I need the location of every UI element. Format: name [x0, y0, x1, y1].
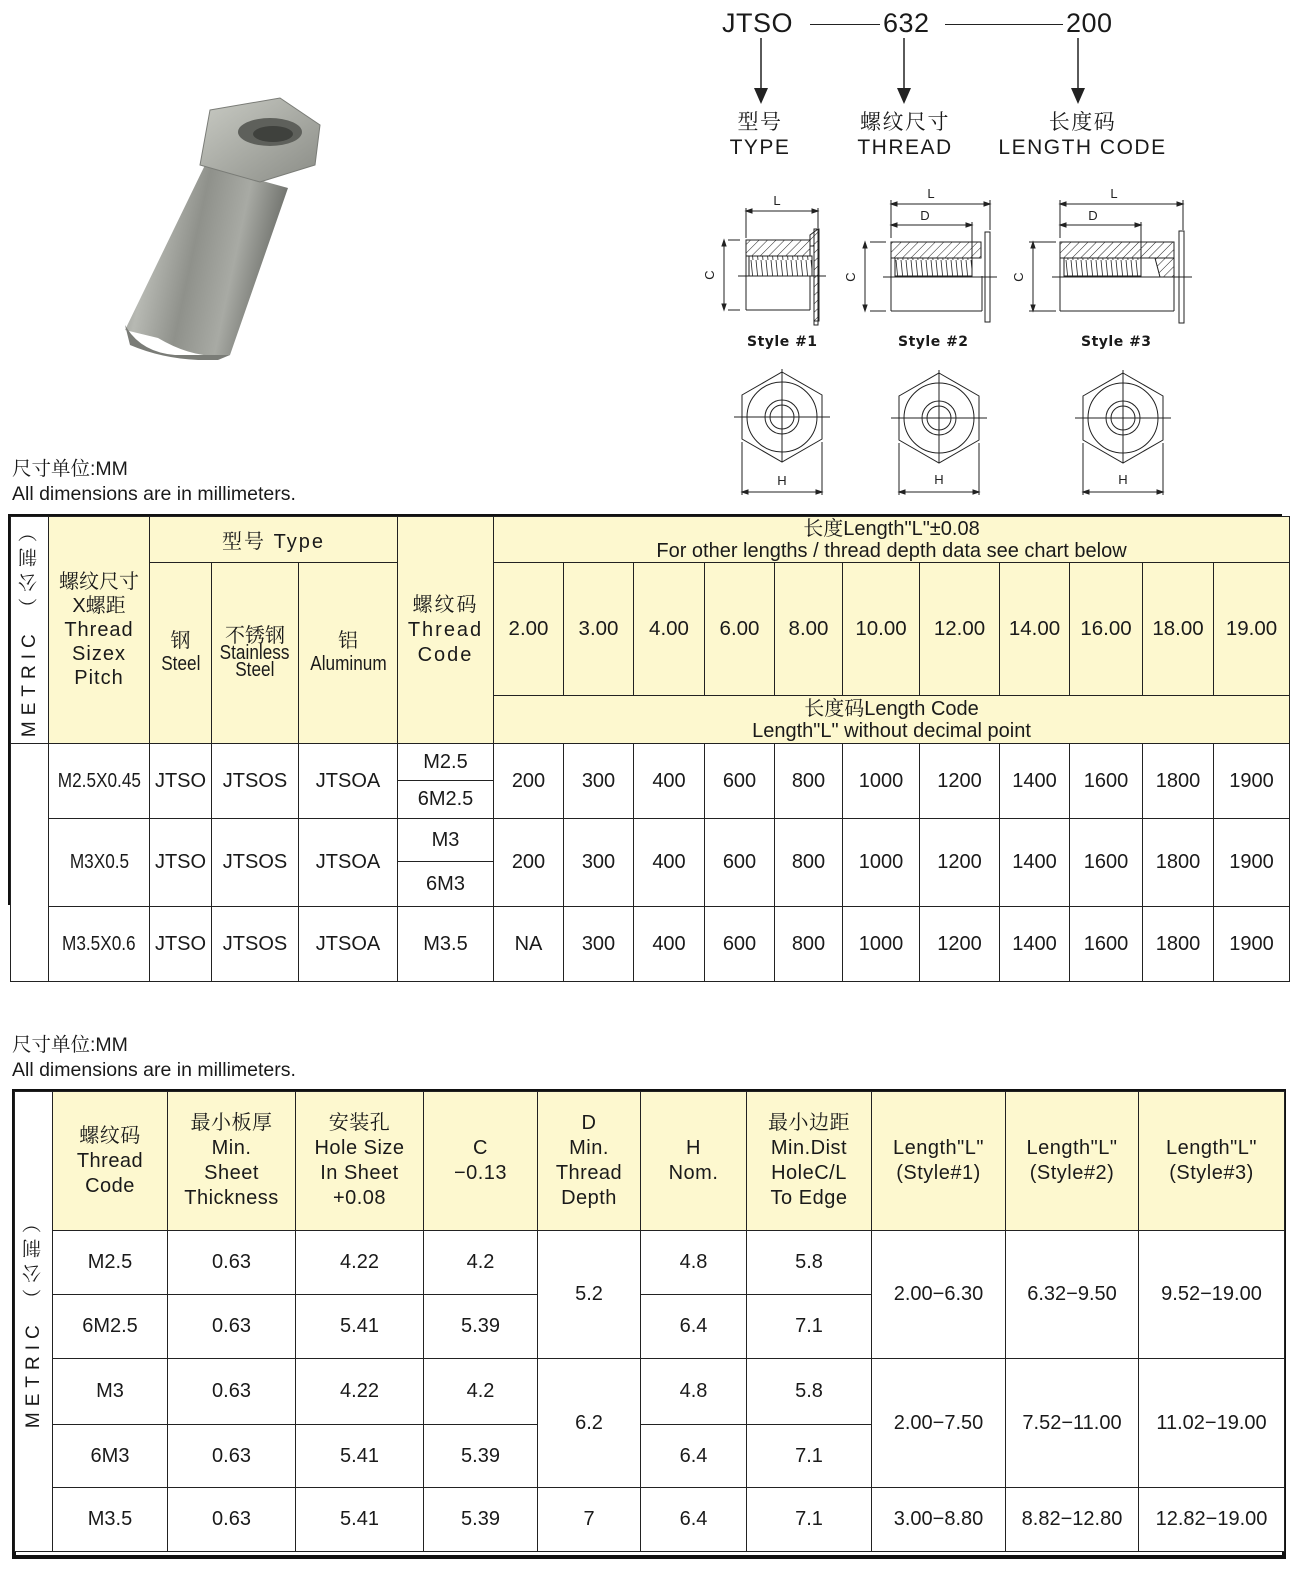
length-code-label: 长度码 LENGTH CODE — [998, 111, 1167, 159]
length-code-cell: 1200 — [920, 744, 1000, 819]
metric-side-body — [11, 744, 49, 982]
header-thread-code: 螺纹码 Thread Code — [398, 517, 494, 744]
arrow-down-icon — [896, 38, 912, 106]
length-style3-cell: 12.82−19.00 — [1139, 1488, 1285, 1552]
header-min-dist: 最小边距 Min.Dist HoleC/L To Edge — [747, 1092, 872, 1231]
header-stainless: 不锈钢 StainlessSteel — [212, 563, 299, 744]
length-3: 3.00 — [564, 563, 634, 696]
header-length-code: 长度码Length Code Length"L" without decimal point — [494, 696, 1290, 744]
length-19: 19.00 — [1214, 563, 1290, 696]
hole-size-cell: 5.41 — [296, 1488, 424, 1552]
aluminum-type-cell: JTSOA — [299, 907, 398, 982]
steel-type-cell: JTSO — [150, 907, 212, 982]
h-cell: 6.4 — [641, 1295, 747, 1359]
svg-text:L: L — [1110, 186, 1118, 201]
length-code-cell: 1800 — [1143, 907, 1214, 982]
thread-code-cell: 6M3 — [53, 1425, 168, 1488]
header-c: C −0.13 — [424, 1092, 538, 1231]
header-aluminum: 铝 Aluminum — [299, 563, 398, 744]
length-code-cell: 300 — [564, 819, 634, 907]
header-min-sheet: 最小板厚 Min. Sheet Thickness — [168, 1092, 296, 1231]
length-code-cell: NA — [494, 907, 564, 982]
length-code-cell: 1600 — [1070, 907, 1143, 982]
d-cell: 7 — [538, 1488, 641, 1552]
length-style3-cell: 11.02−19.00 — [1139, 1359, 1285, 1488]
length-code-cell: 1800 — [1143, 819, 1214, 907]
length-code-cell: 1400 — [1000, 819, 1070, 907]
part-number-table — [10, 516, 1290, 982]
header-h: H Nom. — [641, 1092, 747, 1231]
length-style2-cell: 6.32−9.50 — [1006, 1231, 1139, 1359]
svg-text:C: C — [1011, 272, 1026, 282]
thread-code-cell: 6M2.5 — [398, 781, 494, 819]
header-type-group: 型号 Type — [150, 517, 398, 563]
h-cell: 6.4 — [641, 1488, 747, 1552]
thread-size-cell: M2.5X0.45 — [49, 744, 150, 819]
min-dist-cell: 7.1 — [747, 1488, 872, 1552]
length-code-cell: 800 — [775, 819, 843, 907]
min-sheet-cell: 0.63 — [168, 1488, 296, 1552]
aluminum-type-cell: JTSOA — [299, 744, 398, 819]
length-code-cell: 1200 — [920, 819, 1000, 907]
units-note: 尺寸单位:MM All dimensions are in millimeters. — [12, 458, 296, 505]
length-code-cell: 1600 — [1070, 819, 1143, 907]
thread-code-cell: M3 — [398, 819, 494, 862]
thread-code-cell: 6M3 — [398, 862, 494, 907]
length-style3-cell: 9.52−19.00 — [1139, 1231, 1285, 1359]
style-drawings — [700, 180, 1200, 500]
svg-text:C: C — [843, 272, 858, 282]
length-code-cell: 400 — [634, 819, 705, 907]
length-code-cell: 1000 — [843, 744, 920, 819]
svg-text:D: D — [920, 208, 930, 223]
steel-type-cell: JTSO — [150, 744, 212, 819]
thread-code-cell: M3 — [53, 1359, 168, 1425]
length-code-cell: 1400 — [1000, 744, 1070, 819]
thread-code-cell: M2.5 — [53, 1231, 168, 1295]
length-code-cell: 1200 — [920, 907, 1000, 982]
length-style1-cell: 2.00−6.30 — [872, 1231, 1006, 1359]
length-code-cell: 1900 — [1214, 907, 1290, 982]
h-cell: 4.8 — [641, 1359, 747, 1425]
length-code-cell: 800 — [775, 744, 843, 819]
length-code-cell: 300 — [564, 744, 634, 819]
thread-code-cell: M3.5 — [398, 907, 494, 982]
style-1-caption: Style #1 — [747, 334, 818, 350]
svg-text:L: L — [927, 186, 935, 201]
part-number-breakdown — [700, 0, 1200, 170]
style-2-caption: Style #2 — [898, 334, 969, 350]
thread-label: 螺纹尺寸 THREAD — [857, 111, 953, 159]
length-12: 12.00 — [920, 563, 1000, 696]
thread-size-cell: M3X0.5 — [49, 819, 150, 907]
length-18: 18.00 — [1143, 563, 1214, 696]
header-length-style2: Length"L" (Style#2) — [1006, 1092, 1139, 1231]
length-code-cell: 1000 — [843, 907, 920, 982]
header-length: 长度Length"L"±0.08 For other lengths / thread depth data see chart below — [494, 517, 1290, 563]
metric-side-label: METRIC （公制） — [15, 1092, 53, 1552]
h-cell: 6.4 — [641, 1425, 747, 1488]
length-code: 200 — [1066, 8, 1113, 38]
stainless-type-cell: JTSOS — [212, 907, 299, 982]
hole-size-cell: 5.41 — [296, 1425, 424, 1488]
min-sheet-cell: 0.63 — [168, 1231, 296, 1295]
length-6: 6.00 — [705, 563, 775, 696]
length-code-cell: 600 — [705, 744, 775, 819]
length-style1-cell: 2.00−7.50 — [872, 1359, 1006, 1488]
svg-text:H: H — [777, 473, 787, 488]
header-d: D Min. Thread Depth — [538, 1092, 641, 1231]
length-style1-cell: 3.00−8.80 — [872, 1488, 1006, 1552]
hole-size-cell: 5.41 — [296, 1295, 424, 1359]
arrow-down-icon — [753, 38, 769, 106]
length-14: 14.00 — [1000, 563, 1070, 696]
type-code: JTSO — [722, 8, 794, 38]
length-code-cell: 200 — [494, 744, 564, 819]
length-code-cell: 1900 — [1214, 744, 1290, 819]
connector-line — [945, 24, 1063, 25]
length-code-cell: 400 — [634, 744, 705, 819]
header-length-style3: Length"L" (Style#3) — [1139, 1092, 1285, 1231]
length-style2-cell: 7.52−11.00 — [1006, 1359, 1139, 1488]
metric-side-label: METRIC （公制） — [11, 517, 49, 744]
thread-size-cell: M3.5X0.6 — [49, 907, 150, 982]
svg-text:L: L — [773, 193, 781, 208]
c-cell: 5.39 — [424, 1488, 538, 1552]
aluminum-type-cell: JTSOA — [299, 819, 398, 907]
units-note: 尺寸单位:MM All dimensions are in millimeters. — [12, 1034, 296, 1081]
svg-text:H: H — [1118, 472, 1128, 487]
svg-text:H: H — [934, 472, 944, 487]
header-hole-size: 安装孔 Hole Size In Sheet +0.08 — [296, 1092, 424, 1231]
d-cell: 6.2 — [538, 1359, 641, 1488]
c-cell: 5.39 — [424, 1425, 538, 1488]
length-style2-cell: 8.82−12.80 — [1006, 1488, 1139, 1552]
length-code-cell: 200 — [494, 819, 564, 907]
connector-line — [810, 24, 880, 25]
svg-text:D: D — [1088, 208, 1098, 223]
length-code-cell: 400 — [634, 907, 705, 982]
thread-code-cell: M2.5 — [398, 744, 494, 781]
arrow-down-icon — [1070, 38, 1086, 106]
stainless-type-cell: JTSOS — [212, 819, 299, 907]
min-dist-cell: 5.8 — [747, 1231, 872, 1295]
length-code-cell: 600 — [705, 819, 775, 907]
c-cell: 4.2 — [424, 1359, 538, 1425]
min-dist-cell: 7.1 — [747, 1425, 872, 1488]
d-cell: 5.2 — [538, 1231, 641, 1359]
hole-size-cell: 4.22 — [296, 1359, 424, 1425]
stainless-type-cell: JTSOS — [212, 744, 299, 819]
svg-text:C: C — [702, 270, 717, 280]
min-dist-cell: 5.8 — [747, 1359, 872, 1425]
length-4: 4.00 — [634, 563, 705, 696]
length-code-cell: 1600 — [1070, 744, 1143, 819]
c-cell: 5.39 — [424, 1295, 538, 1359]
thread-code-cell: 6M2.5 — [53, 1295, 168, 1359]
length-code-cell: 1900 — [1214, 819, 1290, 907]
length-code-cell: 800 — [775, 907, 843, 982]
c-cell: 4.2 — [424, 1231, 538, 1295]
length-10: 10.00 — [843, 563, 920, 696]
length-2: 2.00 — [494, 563, 564, 696]
type-label: 型号 TYPE — [729, 111, 791, 159]
min-sheet-cell: 0.63 — [168, 1295, 296, 1359]
length-code-cell: 1800 — [1143, 744, 1214, 819]
length-code-cell: 600 — [705, 907, 775, 982]
header-steel: 钢 Steel — [150, 563, 212, 744]
header-thread-code: 螺纹码 Thread Code — [53, 1092, 168, 1231]
thread-code-cell: M3.5 — [53, 1488, 168, 1552]
min-dist-cell: 7.1 — [747, 1295, 872, 1359]
dimensions-table — [14, 1091, 1285, 1552]
length-8: 8.00 — [775, 563, 843, 696]
steel-type-cell: JTSO — [150, 819, 212, 907]
h-cell: 4.8 — [641, 1231, 747, 1295]
hole-size-cell: 4.22 — [296, 1231, 424, 1295]
length-code-cell: 300 — [564, 907, 634, 982]
product-photo-standoff — [110, 70, 340, 360]
header-thread-size: 螺纹尺寸 X螺距 Thread Sizex Pitch — [49, 517, 150, 744]
thread-code: 632 — [883, 8, 930, 38]
length-code-cell: 1400 — [1000, 907, 1070, 982]
min-sheet-cell: 0.63 — [168, 1425, 296, 1488]
length-16: 16.00 — [1070, 563, 1143, 696]
style-3-caption: Style #3 — [1081, 334, 1152, 350]
length-code-cell: 1000 — [843, 819, 920, 907]
header-length-style1: Length"L" (Style#1) — [872, 1092, 1006, 1231]
min-sheet-cell: 0.63 — [168, 1359, 296, 1425]
